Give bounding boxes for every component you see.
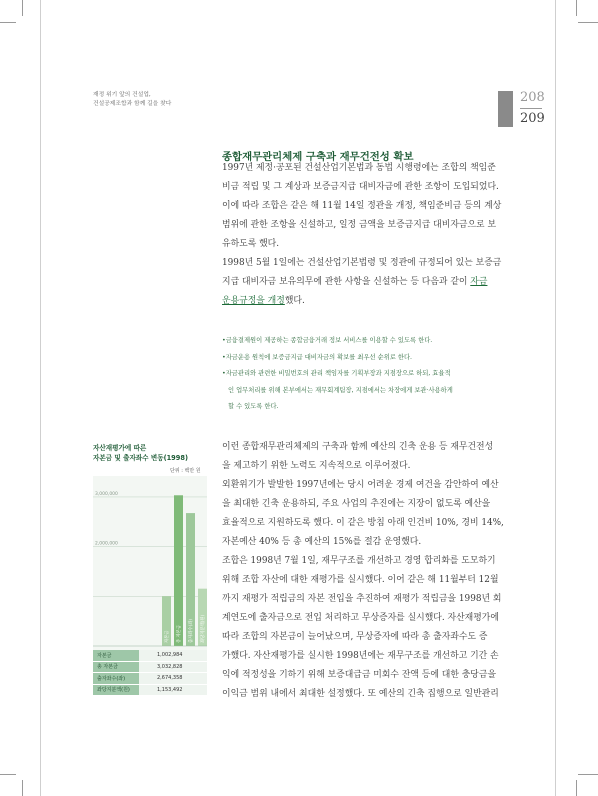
chart-legend-table [93,650,207,696]
text-line [222,273,504,292]
running-head-line-1: 재정 위기 앞의 건설업, [93,92,151,98]
text-line: 1997년 제정·공포된 건설산업기본법과 동법 시행령에는 조합의 책임준 [222,163,496,173]
page-number-right: 209 [520,111,545,126]
legend-value: 3,032,828 [139,662,207,673]
crop-mark [578,774,598,775]
text-line: 가했다. 자산재평가를 실시한 1998년에는 재무구조를 개선하고 기간 손 [222,651,499,661]
margin-guide [40,0,41,796]
chart-title-line-2: 자본금 및 출자좌수 변동(1998) [93,454,188,462]
page-tab [498,91,513,127]
bar-label: 좌당지분액(원) [201,614,206,643]
running-head [93,91,171,109]
crop-mark [22,0,23,16]
legend-value: 2,674,358 [139,673,207,684]
text-line: 유하도록 했다. [222,239,280,249]
text-line: 이런 종합재무관리체제의 구축과 함께 예산의 긴축 운용 등 재무건전성 [222,442,494,452]
text-line: 이에 따라 조합은 같은 해 11월 14일 정관을 개정, 책임준비금 등의 계상 [222,201,502,211]
bar [174,495,183,646]
bullet-text: 자금운용 원칙에 보증금지급 대비자금의 확보를 최우선 순위로 한다. [225,353,413,361]
bullet-text: 자금관리와 관련한 비밀번호의 관리 책임자를 기획부장과 지점장으로 하되, 효율적 [225,370,451,378]
legend-value: 1,153,492 [139,685,207,696]
text-line: 위해 조합 자산에 대한 재평가를 실시했다. 이어 같은 해 11월부터 12월 [222,575,499,585]
text-line: 효율적으로 지원하도록 했다. 이 같은 방침 아래 인건비 10%, 경비 14%, [222,518,504,528]
page-number-left: 208 [520,90,545,105]
margin-guide [555,0,556,796]
text-line: 따라 조합의 자본금이 늘어났으며, 무상증자에 따라 총 출자좌수도 증 [222,632,488,642]
bullet-text: 금융결제원이 제공하는 종합금융거래 정보 서비스를 이용할 수 있도록 한다. [225,337,433,344]
text-line: 1998년 5월 1일에는 건설산업기본법령 및 정관에 규정되어 있는 보증금 [222,258,502,268]
bullet-item: •금융결제원이 제공하는 종합금융거래 정보 서비스를 이용할 수 있도록 한다. [222,337,433,344]
section-title: 종합재무관리체제 구축과 재무건전성 확보 [222,151,414,163]
body-text-bottom [222,438,504,704]
underlined-term: 자금 [470,277,488,287]
chart-title-line-1: 자산재평가에 따른 [93,444,147,452]
text-line: 계연도에 출자금으로 전입 처리하고 무상증자를 실시했다. 자산재평가에 [222,613,499,623]
body-text-top [222,159,504,311]
crop-mark [576,780,577,796]
crop-mark [0,22,16,23]
bullet-text: 할 수 있도록 한다. [228,403,279,411]
y-tick-label: 2,000,000 [95,541,118,547]
text-line: 익에 적정성을 기하기 위해 보증대급금 미회수 잔액 등에 대한 충당금을 [222,670,497,680]
running-head-line-2: 건설공제조합과 함께 길을 찾다 [93,101,172,107]
text-line: 자본예산 40% 등 총 예산의 15%를 절감 운영했다. [222,537,422,547]
legend-row [93,662,207,674]
bar-label: 총 자본금 [177,625,182,643]
text-fragment: 했다. [284,296,305,306]
text-line: 까지 재평가 적립금의 자본 전입을 추진하여 재평가 적립금을 1998년 회 [222,594,502,604]
bar-chart [93,476,207,650]
bullet-text: 인 업무처리를 위해 본부에서는 재무회계팀장, 지점에서는 차장에게 보관·사용하게 [228,386,453,394]
crop-mark [22,780,23,796]
bullet-item-continued [222,383,512,400]
text-fragment: 지급 대비자금 보유의무에 관한 사항을 신설하는 등 다음과 같이 [222,277,471,287]
bullet-list [222,333,512,416]
y-tick-label: 3,000,000 [95,491,118,497]
bullet-item: •자금운용 원칙에 보증금지급 대비자금의 확보를 최우선 순위로 한다. [222,353,413,361]
legend-label: 자본금 [93,650,139,661]
legend-row [93,673,207,685]
legend-label: 총 자본금 [93,662,139,673]
text-line: 을 제고하기 위한 노력도 지속적으로 이루어졌다. [222,461,411,471]
chart-unit: 단위 : 백만 원 [170,468,201,474]
text-line: 조합은 1998년 7월 1일, 재무구조를 개선하고 경영 합리화를 도모하기 [222,556,496,566]
crop-mark [576,0,577,16]
legend-label: 출자좌수(좌) [93,673,139,684]
legend-value: 1,002,984 [139,650,207,661]
text-line: 이익금 범위 내에서 최대한 설정했다. 또 예산의 긴축 집행으로 일반관리 [222,689,499,699]
page-numbers [520,89,545,127]
text-line [222,292,504,311]
bullet-item-continued [222,399,512,416]
legend-label: 좌당지분액(원) [93,685,139,696]
crop-mark [0,774,16,775]
bar-label: 자본금 [165,630,170,643]
text-line: 범위에 관한 조항을 신설하고, 일정 금액을 보증금지급 대비자금으로 보 [222,220,497,230]
text-line: 을 최대한 긴축 운용하되, 주요 사업의 추진에는 지장이 없도록 예산을 [222,499,491,509]
bullet-item: •자금관리와 관련한 비밀번호의 관리 책임자를 기획부장과 지점장으로 하되, 효율적 [222,370,451,378]
text-line: 외환위기가 발발한 1997년에는 당시 어려운 경제 여건을 감안하여 예산 [222,480,499,490]
legend-row [93,650,207,662]
legend-row [93,685,207,697]
page-number-divider [520,108,542,109]
text-line: 비금 적립 및 그 계상과 보증금지급 대비자금에 관한 조항이 도입되었다. [222,182,499,192]
bar-label: 출자좌수(좌) [189,618,194,643]
crop-mark [578,22,598,23]
chart-title [93,443,188,463]
underlined-term: 운용규정을 개정 [222,296,285,306]
